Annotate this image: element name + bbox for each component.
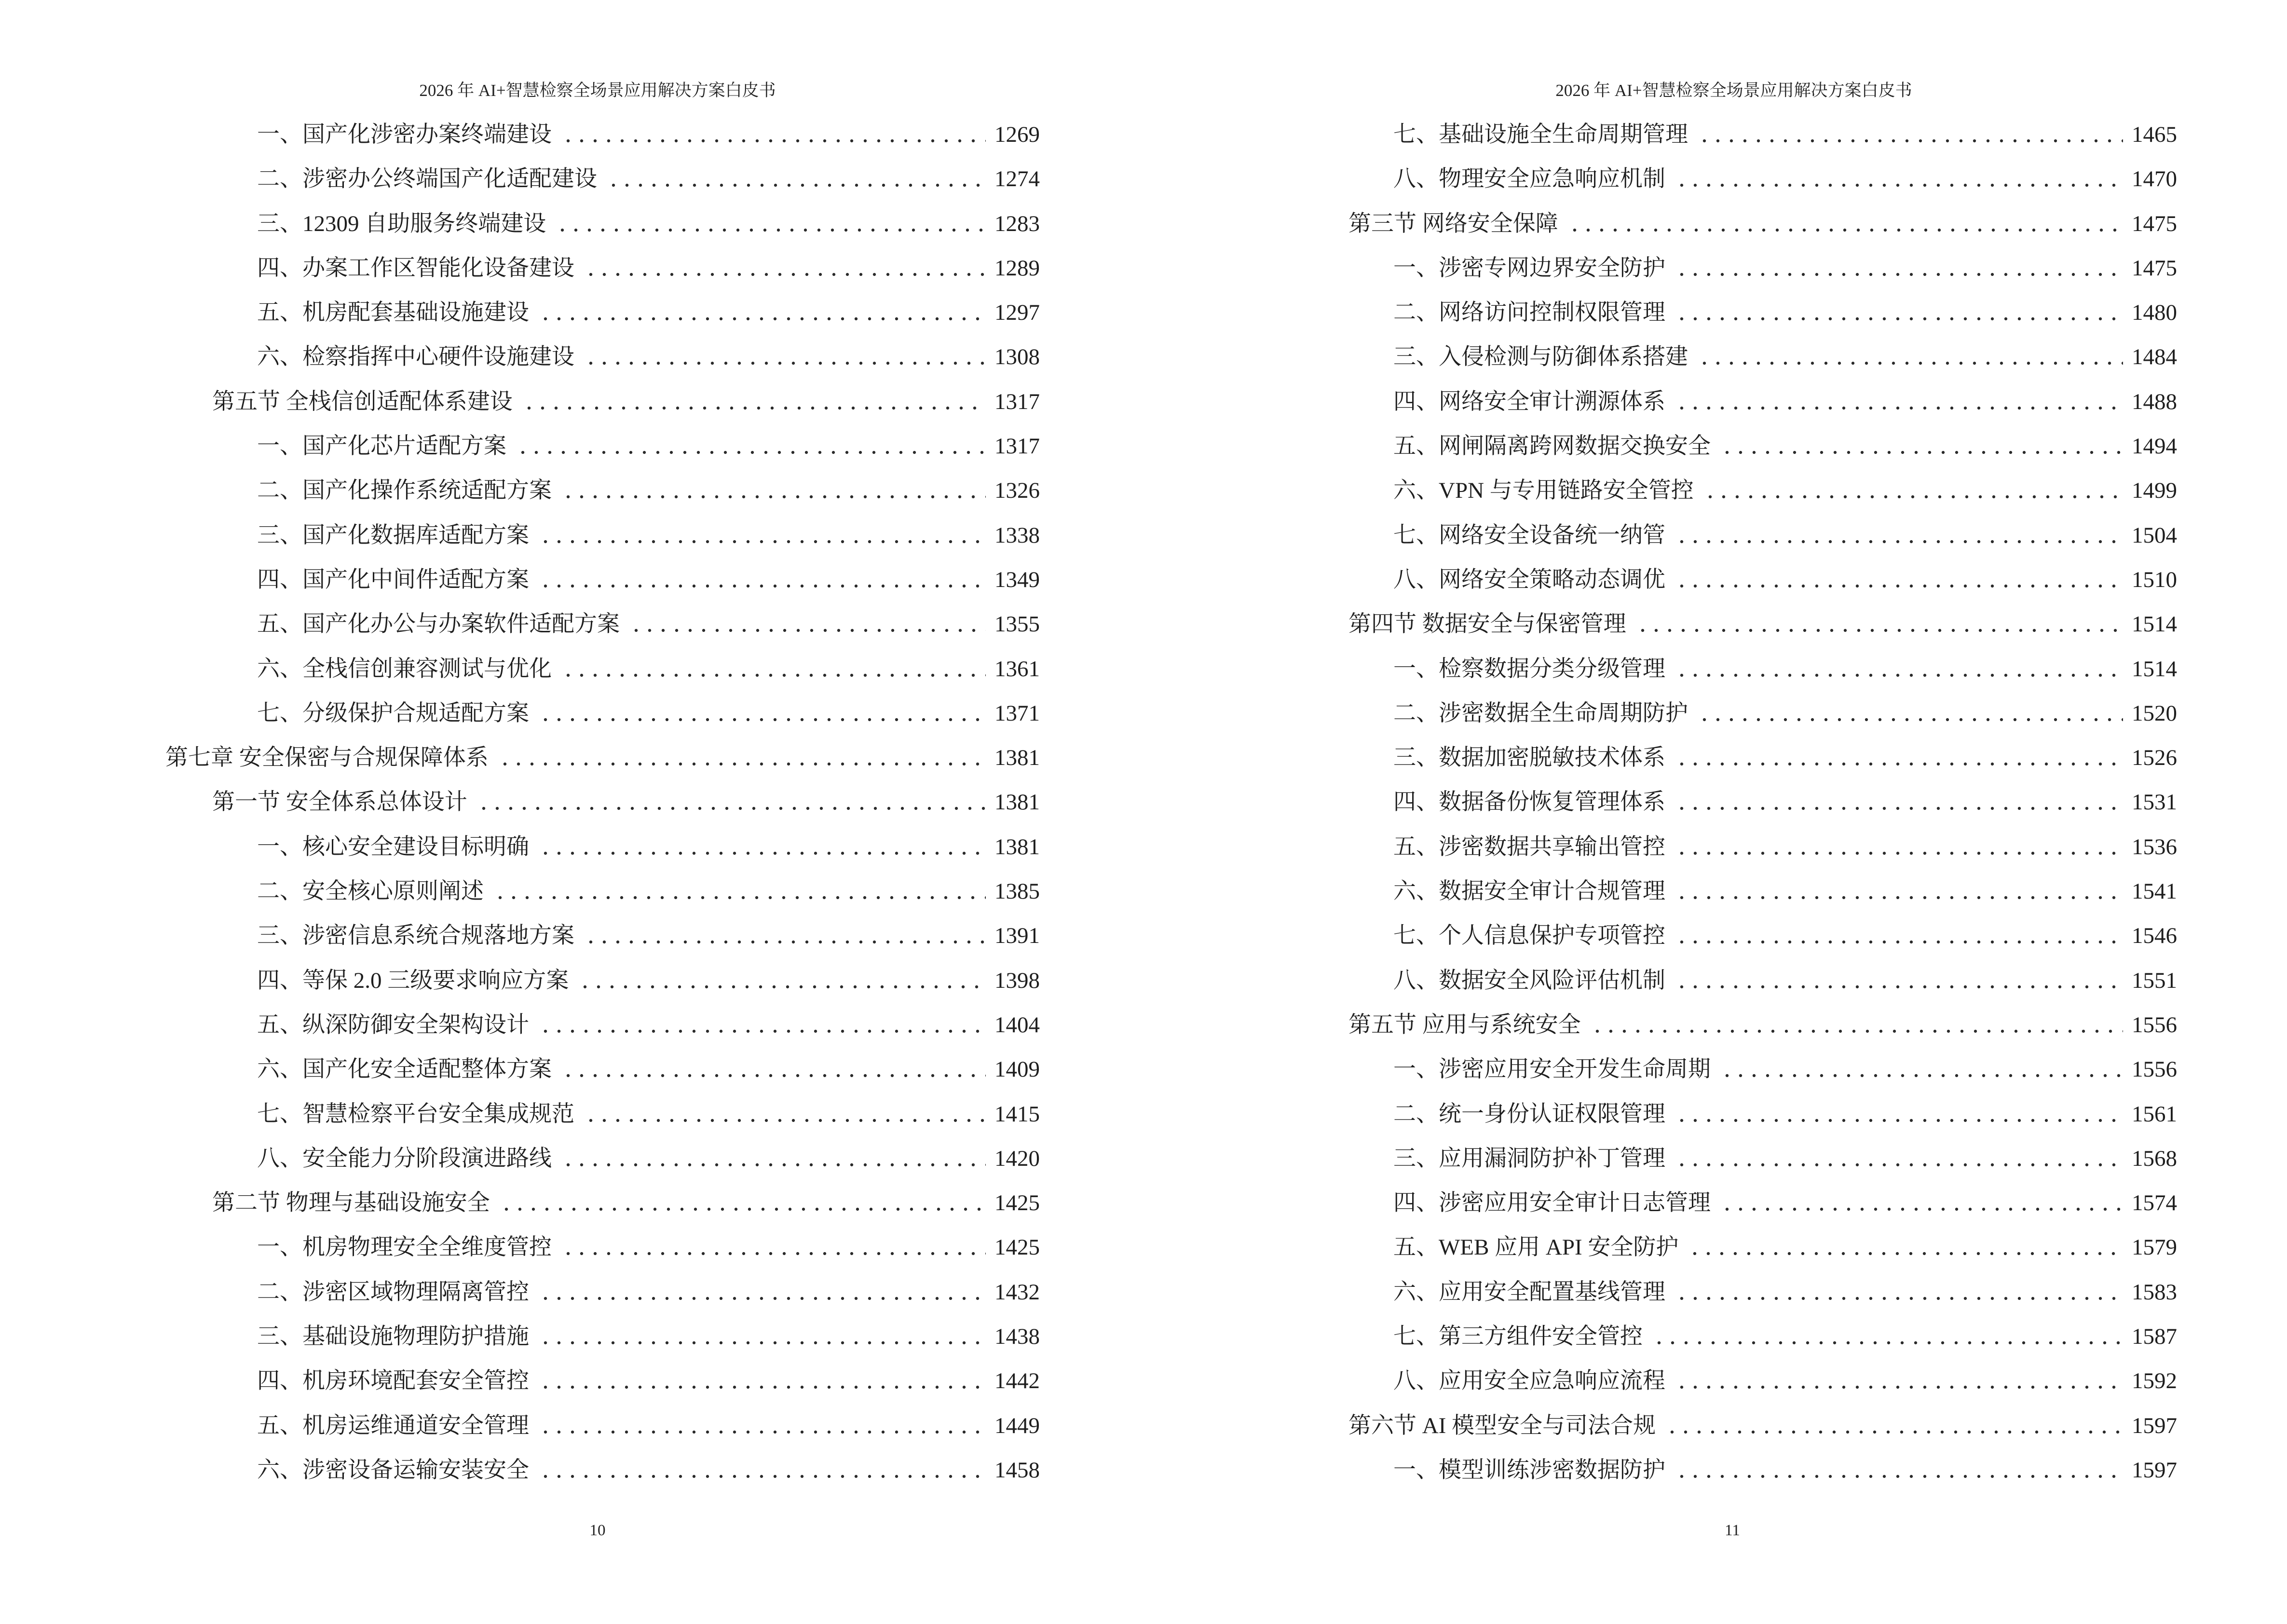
- toc-entry-section[interactable]: [1302, 1404, 2177, 1448]
- toc-entry-page-number: 1349: [994, 567, 1040, 592]
- toc-entry-page-number: 1531: [2132, 790, 2177, 815]
- dot-leader: [536, 825, 986, 869]
- toc-entry-title: 七、智慧检察平台安全集成规范: [257, 1101, 574, 1127]
- toc-entry-title: 五、国产化办公与办案软件适配方案: [257, 612, 620, 637]
- dot-leader: [1633, 602, 2123, 646]
- toc-entry-page-number: 1381: [994, 790, 1040, 815]
- toc-entry-item[interactable]: [165, 290, 1040, 335]
- toc-list: [165, 112, 1040, 1492]
- toc-entry-item[interactable]: [165, 602, 1040, 646]
- toc-entry-page-number: 1561: [2132, 1101, 2177, 1127]
- toc-entry-item[interactable]: [165, 157, 1040, 201]
- dot-leader: [1672, 647, 2123, 691]
- toc-entry-page-number: 1361: [994, 656, 1040, 682]
- toc-entry-page-number: 1326: [994, 478, 1040, 504]
- toc-entry-page-number: 1338: [994, 522, 1040, 548]
- toc-entry-page-number: 1499: [2132, 478, 2177, 504]
- dot-leader: [536, 1359, 986, 1403]
- toc-entry-title: 四、涉密应用安全审计日志管理: [1393, 1190, 1711, 1216]
- toc-entry-page-number: 1381: [994, 834, 1040, 860]
- page-right: [1144, 0, 2287, 1624]
- toc-entry-item[interactable]: [165, 647, 1040, 691]
- toc-entry-page-number: 1425: [994, 1190, 1040, 1216]
- dot-leader: [1565, 202, 2123, 246]
- dot-leader: [581, 246, 986, 290]
- toc-entry-item[interactable]: [1302, 1136, 2177, 1181]
- toc-entry-item[interactable]: [165, 1270, 1040, 1314]
- toc-entry-item[interactable]: [165, 825, 1040, 869]
- toc-entry-title: 一、国产化芯片适配方案: [257, 434, 506, 459]
- toc-entry-item[interactable]: [165, 424, 1040, 468]
- toc-entry-page-number: 1556: [2132, 1012, 2177, 1037]
- toc-entry-page-number: 1297: [994, 300, 1040, 326]
- toc-entry-item[interactable]: [1302, 157, 2177, 201]
- toc-entry-title: 一、核心安全建设目标明确: [257, 834, 529, 860]
- dot-leader: [1672, 825, 2123, 869]
- toc-entry-section[interactable]: [1302, 602, 2177, 646]
- toc-entry-title: 八、应用安全应急响应流程: [1393, 1368, 1665, 1394]
- dot-leader: [558, 112, 986, 157]
- toc-entry-item[interactable]: [1302, 1314, 2177, 1359]
- toc-entry-item[interactable]: [165, 246, 1040, 290]
- toc-entry-item[interactable]: [1302, 780, 2177, 824]
- running-header: 2026 年 AI+智慧检察全场景应用解决方案白皮书: [1555, 81, 1912, 100]
- toc-entry-title: 三、应用漏洞防护补丁管理: [1393, 1146, 1665, 1171]
- toc-entry-page-number: 1475: [2132, 211, 2177, 236]
- toc-entry-page-number: 1371: [994, 700, 1040, 726]
- toc-list: [1302, 112, 2177, 1492]
- toc-entry-item[interactable]: [1302, 290, 2177, 335]
- dot-leader: [536, 1404, 986, 1448]
- dot-leader: [1672, 780, 2123, 824]
- dot-leader: [1672, 558, 2123, 602]
- dot-leader: [495, 736, 986, 780]
- toc-entry-title: 三、数据加密脱敏技术体系: [1393, 745, 1665, 771]
- toc-entry-section[interactable]: [165, 380, 1040, 424]
- toc-entry-title: 六、VPN 与专用链路安全管控: [1393, 478, 1694, 504]
- toc-entry-title: 第五节 全栈信创适配体系建设: [212, 389, 513, 414]
- page-number: 10: [589, 1522, 606, 1539]
- toc-entry-title: 三、涉密信息系统合规落地方案: [257, 923, 574, 949]
- dot-leader: [536, 1270, 986, 1314]
- toc-entry-page-number: 1470: [2132, 166, 2177, 192]
- dot-leader: [536, 558, 986, 602]
- toc-entry-page-number: 1449: [994, 1413, 1040, 1438]
- toc-entry-page-number: 1458: [994, 1457, 1040, 1483]
- toc-entry-page-number: 1597: [2132, 1413, 2177, 1438]
- toc-entry-page-number: 1385: [994, 879, 1040, 904]
- toc-entry-item[interactable]: [1302, 1181, 2177, 1225]
- toc-entry-item[interactable]: [165, 1136, 1040, 1181]
- toc-entry-title: 一、检察数据分类分级管理: [1393, 656, 1665, 682]
- toc-entry-item[interactable]: [165, 202, 1040, 246]
- toc-entry-page-number: 1583: [2132, 1279, 2177, 1305]
- dot-leader: [558, 647, 986, 691]
- toc-entry-title: 二、网络访问控制权限管理: [1393, 300, 1665, 326]
- toc-entry-title: 三、国产化数据库适配方案: [257, 522, 529, 548]
- toc-entry-page-number: 1404: [994, 1012, 1040, 1037]
- toc-entry-page-number: 1597: [2132, 1457, 2177, 1483]
- toc-entry-page-number: 1546: [2132, 923, 2177, 949]
- toc-entry-title: 一、模型训练涉密数据防护: [1393, 1457, 1665, 1483]
- toc-entry-item[interactable]: [1302, 1359, 2177, 1403]
- dot-leader: [1717, 424, 2123, 468]
- toc-entry-title: 四、办案工作区智能化设备建设: [257, 255, 574, 281]
- toc-entry-page-number: 1494: [2132, 434, 2177, 459]
- toc-entry-page-number: 1442: [994, 1368, 1040, 1394]
- dot-leader: [1672, 157, 2123, 201]
- toc-entry-title: 七、第三方组件安全管控: [1393, 1324, 1643, 1350]
- toc-entry-page-number: 1514: [2132, 612, 2177, 637]
- dot-leader: [558, 1047, 986, 1092]
- dot-leader: [1649, 1314, 2123, 1359]
- toc-entry-item[interactable]: [1302, 825, 2177, 869]
- toc-entry-item[interactable]: [165, 1448, 1040, 1492]
- dot-leader: [1672, 290, 2123, 335]
- toc-entry-page-number: 1465: [2132, 122, 2177, 147]
- toc-entry-page-number: 1269: [994, 122, 1040, 147]
- dot-leader: [513, 424, 986, 468]
- toc-entry-item[interactable]: [165, 558, 1040, 602]
- toc-entry-title: 第二节 物理与基础设施安全: [212, 1190, 490, 1216]
- toc-entry-page-number: 1432: [994, 1279, 1040, 1305]
- toc-entry-page-number: 1438: [994, 1324, 1040, 1350]
- toc-entry-page-number: 1574: [2132, 1190, 2177, 1216]
- toc-entry-title: 七、网络安全设备统一纳管: [1393, 522, 1665, 548]
- toc-entry-title: 第七章 安全保密与合规保障体系: [165, 745, 489, 771]
- toc-entry-title: 一、涉密应用安全开发生命周期: [1393, 1057, 1711, 1082]
- toc-entry-title: 五、网闸隔离跨网数据交换安全: [1393, 434, 1711, 459]
- toc-entry-item[interactable]: [165, 691, 1040, 736]
- toc-entry-page-number: 1551: [2132, 968, 2177, 993]
- toc-entry-title: 八、安全能力分阶段演进路线: [257, 1146, 552, 1171]
- toc-entry-title: 五、机房配套基础设施建设: [257, 300, 529, 326]
- toc-entry-title: 五、机房运维通道安全管理: [257, 1413, 529, 1438]
- dot-leader: [1717, 1181, 2123, 1225]
- toc-entry-title: 第五节 应用与系统安全: [1348, 1012, 1581, 1037]
- toc-entry-title: 七、基础设施全生命周期管理: [1393, 122, 1688, 147]
- dot-leader: [1672, 513, 2123, 558]
- toc-entry-section[interactable]: [165, 780, 1040, 824]
- dot-leader: [536, 1314, 986, 1359]
- toc-entry-section[interactable]: [1302, 1003, 2177, 1047]
- dot-leader: [1672, 958, 2123, 1003]
- toc-entry-page-number: 1488: [2132, 389, 2177, 414]
- toc-entry-title: 八、数据安全风险评估机制: [1393, 968, 1665, 993]
- toc-entry-title: 六、数据安全审计合规管理: [1393, 879, 1665, 904]
- toc-entry-title: 二、安全核心原则阐述: [257, 879, 484, 904]
- toc-entry-page-number: 1556: [2132, 1057, 2177, 1082]
- toc-entry-title: 七、分级保护合规适配方案: [257, 700, 529, 726]
- toc-entry-section[interactable]: [1302, 202, 2177, 246]
- toc-entry-item[interactable]: [1302, 1047, 2177, 1092]
- dot-leader: [558, 1136, 986, 1181]
- toc-entry-title: 第三节 网络安全保障: [1348, 211, 1558, 236]
- dot-leader: [1672, 1092, 2123, 1136]
- toc-entry-item[interactable]: [1302, 869, 2177, 914]
- toc-entry-item[interactable]: [1302, 1092, 2177, 1136]
- toc-entry-page-number: 1541: [2132, 879, 2177, 904]
- toc-entry-title: 四、国产化中间件适配方案: [257, 567, 529, 592]
- toc-entry-item[interactable]: [165, 1359, 1040, 1403]
- toc-entry-item[interactable]: [165, 1314, 1040, 1359]
- toc-entry-title: 二、涉密数据全生命周期防护: [1393, 700, 1688, 726]
- toc-entry-item[interactable]: [165, 958, 1040, 1003]
- toc-entry-item[interactable]: [1302, 424, 2177, 468]
- dot-leader: [581, 335, 986, 379]
- dot-leader: [1695, 112, 2123, 157]
- toc-entry-page-number: 1425: [994, 1235, 1040, 1260]
- toc-entry-item[interactable]: [1302, 558, 2177, 602]
- toc-entry-page-number: 1274: [994, 166, 1040, 192]
- dot-leader: [536, 1448, 986, 1492]
- toc-entry-title: 二、涉密区域物理隔离管控: [257, 1279, 529, 1305]
- toc-entry-page-number: 1415: [994, 1101, 1040, 1127]
- toc-entry-title: 五、WEB 应用 API 安全防护: [1393, 1235, 1679, 1260]
- toc-entry-page-number: 1484: [2132, 344, 2177, 370]
- dot-leader: [536, 513, 986, 558]
- toc-entry-item[interactable]: [1302, 1225, 2177, 1269]
- toc-entry-page-number: 1510: [2132, 567, 2177, 592]
- toc-entry-title: 四、等保 2.0 三级要求响应方案: [257, 968, 569, 993]
- toc-entry-item[interactable]: [1302, 468, 2177, 513]
- toc-entry-item[interactable]: [165, 869, 1040, 914]
- dot-leader: [604, 157, 986, 201]
- toc-entry-page-number: 1355: [994, 612, 1040, 637]
- toc-entry-page-number: 1568: [2132, 1146, 2177, 1171]
- toc-entry-title: 第四节 数据安全与保密管理: [1348, 612, 1626, 637]
- dot-leader: [536, 691, 986, 736]
- toc-entry-page-number: 1289: [994, 255, 1040, 281]
- toc-entry-title: 七、个人信息保护专项管控: [1393, 923, 1665, 949]
- toc-entry-page-number: 1391: [994, 923, 1040, 949]
- dot-leader: [558, 468, 986, 513]
- dot-leader: [1672, 246, 2123, 290]
- toc-entry-title: 二、国产化操作系统适配方案: [257, 478, 552, 504]
- toc-entry-item[interactable]: [165, 1225, 1040, 1269]
- toc-entry-item[interactable]: [1302, 246, 2177, 290]
- toc-entry-item[interactable]: [165, 513, 1040, 558]
- toc-entry-page-number: 1398: [994, 968, 1040, 993]
- toc-entry-item[interactable]: [165, 1047, 1040, 1092]
- dot-leader: [1695, 691, 2123, 736]
- toc-entry-item[interactable]: [165, 914, 1040, 958]
- toc-entry-title: 六、涉密设备运输安装安全: [257, 1457, 529, 1483]
- toc-entry-item[interactable]: [165, 112, 1040, 157]
- toc-entry-title: 二、涉密办公终端国产化适配建设: [257, 166, 597, 192]
- dot-leader: [1672, 736, 2123, 780]
- dot-leader: [1685, 1225, 2123, 1269]
- dot-leader: [1672, 1136, 2123, 1181]
- toc-entry-item[interactable]: [1302, 513, 2177, 558]
- toc-entry-item[interactable]: [165, 468, 1040, 513]
- page-number: 11: [1725, 1522, 1740, 1539]
- toc-entry-section[interactable]: [165, 1181, 1040, 1225]
- toc-entry-page-number: 1308: [994, 344, 1040, 370]
- dot-leader: [553, 202, 986, 246]
- toc-entry-title: 六、国产化安全适配整体方案: [257, 1057, 552, 1082]
- toc-entry-title: 五、纵深防御安全架构设计: [257, 1012, 529, 1037]
- toc-entry-title: 一、机房物理安全全维度管控: [257, 1235, 552, 1260]
- toc-entry-title: 二、统一身份认证权限管理: [1393, 1101, 1665, 1127]
- toc-entry-page-number: 1420: [994, 1146, 1040, 1171]
- toc-entry-chapter[interactable]: [165, 736, 1040, 780]
- dot-leader: [575, 958, 986, 1003]
- dot-leader: [558, 1225, 986, 1269]
- dot-leader: [519, 380, 986, 424]
- dot-leader: [497, 1181, 986, 1225]
- dot-leader: [1672, 1448, 2123, 1492]
- toc-entry-item[interactable]: [1302, 335, 2177, 379]
- dot-leader: [474, 780, 986, 824]
- toc-entry-page-number: 1514: [2132, 656, 2177, 682]
- toc-entry-title: 六、应用安全配置基线管理: [1393, 1279, 1665, 1305]
- toc-entry-item[interactable]: [1302, 112, 2177, 157]
- toc-entry-page-number: 1480: [2132, 300, 2177, 326]
- toc-entry-title: 三、入侵检测与防御体系搭建: [1393, 344, 1688, 370]
- toc-entry-title: 四、机房环境配套安全管控: [257, 1368, 529, 1394]
- toc-entry-page-number: 1504: [2132, 522, 2177, 548]
- toc-entry-title: 六、检察指挥中心硬件设施建设: [257, 344, 574, 370]
- dot-leader: [1672, 380, 2123, 424]
- dot-leader: [490, 869, 986, 914]
- toc-entry-page-number: 1317: [994, 434, 1040, 459]
- toc-entry-item[interactable]: [1302, 1448, 2177, 1492]
- toc-entry-item[interactable]: [1302, 691, 2177, 736]
- toc-entry-title: 第六节 AI 模型安全与司法合规: [1348, 1413, 1656, 1438]
- dot-leader: [1695, 335, 2123, 379]
- toc-entry-title: 八、网络安全策略动态调优: [1393, 567, 1665, 592]
- toc-entry-item[interactable]: [165, 335, 1040, 379]
- toc-entry-title: 第一节 安全体系总体设计: [212, 790, 467, 815]
- toc-entry-title: 五、涉密数据共享输出管控: [1393, 834, 1665, 860]
- dot-leader: [1672, 1359, 2123, 1403]
- dot-leader: [1588, 1003, 2123, 1047]
- dot-leader: [536, 290, 986, 335]
- dot-leader: [1717, 1047, 2123, 1092]
- toc-entry-page-number: 1592: [2132, 1368, 2177, 1394]
- dot-leader: [1672, 869, 2123, 914]
- toc-entry-item[interactable]: [1302, 380, 2177, 424]
- toc-entry-title: 八、物理安全应急响应机制: [1393, 166, 1665, 192]
- toc-entry-item[interactable]: [1302, 736, 2177, 780]
- toc-entry-title: 三、基础设施物理防护措施: [257, 1324, 529, 1350]
- toc-entry-page-number: 1520: [2132, 700, 2177, 726]
- dot-leader: [1672, 1270, 2123, 1314]
- dot-leader: [1662, 1404, 2123, 1448]
- toc-entry-title: 一、涉密专网边界安全防护: [1393, 255, 1665, 281]
- toc-entry-item[interactable]: [165, 1003, 1040, 1047]
- toc-entry-page-number: 1409: [994, 1057, 1040, 1082]
- toc-entry-item[interactable]: [1302, 958, 2177, 1003]
- dot-leader: [581, 914, 986, 958]
- dot-leader: [1672, 914, 2123, 958]
- toc-entry-page-number: 1536: [2132, 834, 2177, 860]
- toc-entry-item[interactable]: [165, 1404, 1040, 1448]
- dot-leader: [536, 1003, 986, 1047]
- dot-leader: [1701, 468, 2123, 513]
- toc-entry-title: 三、12309 自助服务终端建设: [257, 211, 546, 236]
- dot-leader: [581, 1092, 986, 1136]
- running-header: 2026 年 AI+智慧检察全场景应用解决方案白皮书: [419, 81, 776, 100]
- toc-entry-item[interactable]: [165, 1092, 1040, 1136]
- toc-entry-page-number: 1317: [994, 389, 1040, 414]
- toc-entry-title: 一、国产化涉密办案终端建设: [257, 122, 552, 147]
- toc-entry-page-number: 1579: [2132, 1235, 2177, 1260]
- toc-entry-page-number: 1475: [2132, 255, 2177, 281]
- toc-entry-title: 四、网络安全审计溯源体系: [1393, 389, 1665, 414]
- dot-leader: [626, 602, 986, 646]
- toc-entry-page-number: 1526: [2132, 745, 2177, 771]
- toc-entry-title: 四、数据备份恢复管理体系: [1393, 790, 1665, 815]
- toc-entry-item[interactable]: [1302, 647, 2177, 691]
- toc-entry-page-number: 1283: [994, 211, 1040, 236]
- toc-entry-page-number: 1587: [2132, 1324, 2177, 1350]
- toc-entry-item[interactable]: [1302, 1270, 2177, 1314]
- toc-entry-title: 六、全栈信创兼容测试与优化: [257, 656, 552, 682]
- toc-entry-item[interactable]: [1302, 914, 2177, 958]
- toc-entry-page-number: 1381: [994, 745, 1040, 771]
